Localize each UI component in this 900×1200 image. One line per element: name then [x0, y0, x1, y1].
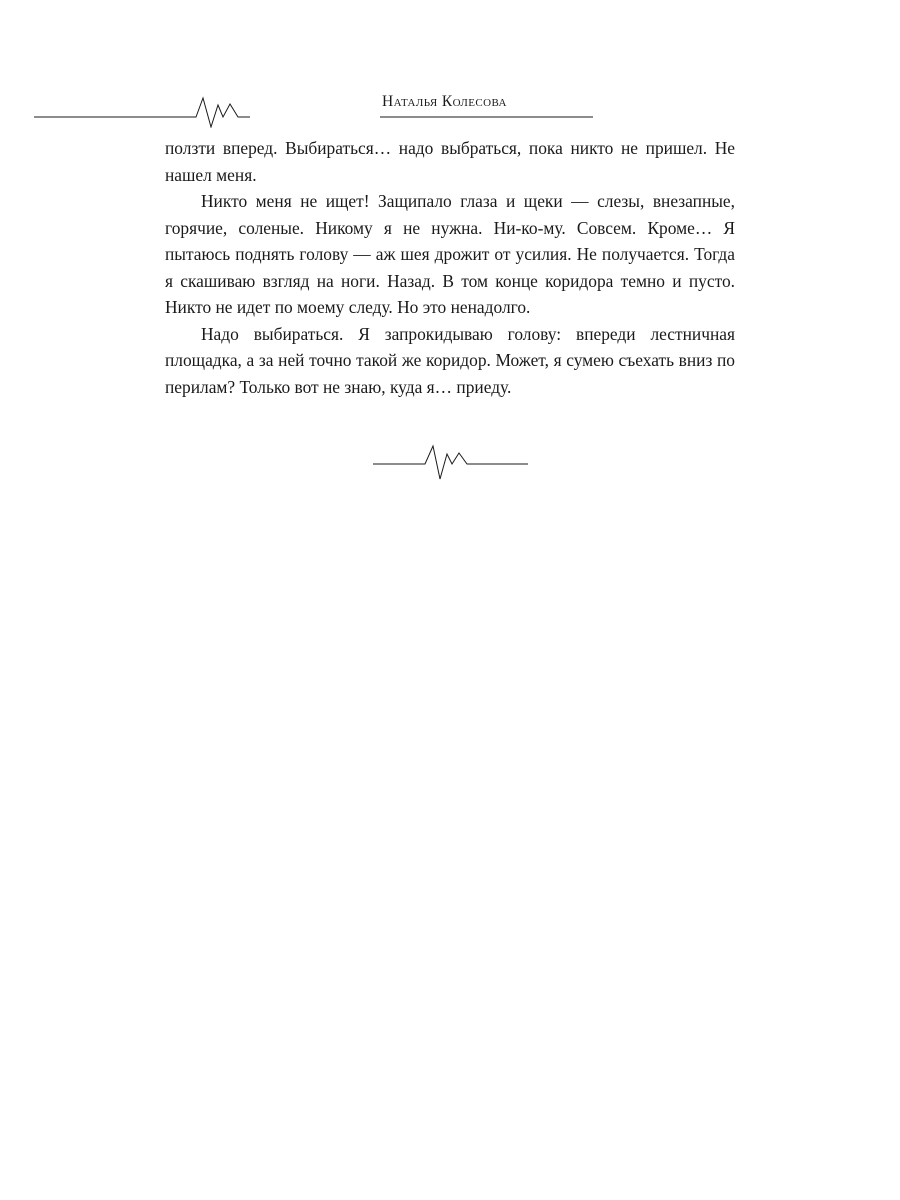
paragraph: Надо выбираться. Я запрокидываю голову: впереди лестничная площадка, а за ней точно такой же коридор. Может, я сумею съехать вниз по перилам? Только вот не знаю, куда я… приеду.	[165, 323, 735, 397]
body-text	[165, 135, 735, 400]
paragraph: Никто меня не ищет! Защипало глаза и щеки — слезы, внезапные, горячие, соленые. Никому я не нужна. Ни-ко-му. Совсем. Кроме… Я пытаюсь поднять голову — аж шея дрожит от усилия. Не получается. Тогда я скашиваю взгляд на ноги. Назад. В том конце коридора темно и пусто. Никто не идет по моему следу. Но это ненадолго.	[165, 191, 735, 317]
running-head: Наталья Колесова	[382, 93, 507, 110]
heartbeat-line-icon	[0, 88, 600, 128]
paragraph: ползти вперед. Выбираться… надо выбраться, пока никто не пришел. Не нашел меня.	[165, 138, 735, 185]
section-break-icon	[370, 440, 535, 485]
